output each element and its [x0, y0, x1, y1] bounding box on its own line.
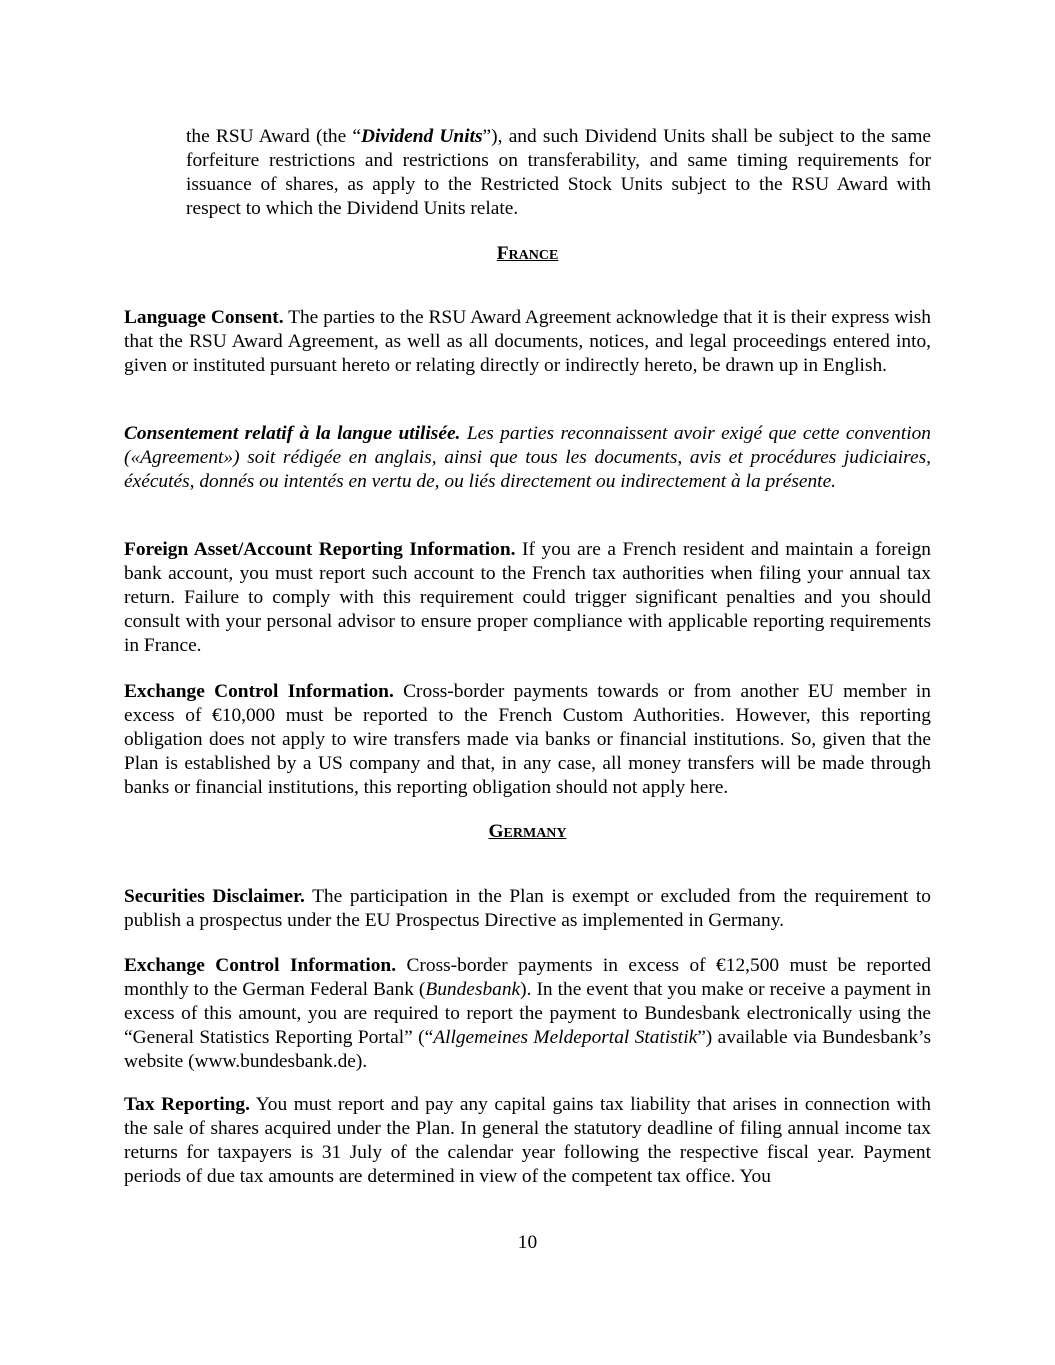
- france-exchange-control-title: Exchange Control Information.: [124, 681, 394, 702]
- consentement-paragraph: [124, 422, 931, 494]
- dividend-units-term: Dividend Units: [361, 126, 483, 147]
- securities-disclaimer-title: Securities Disclaimer.: [124, 886, 305, 907]
- language-consent-text: The parties to the RSU Award Agreement acknowledge that it is their express wish that the RSU Award Agreement, as well as all documents, notices, and legal proceedings entered into, given or instituted pursuant hereto or relating directly or indirectly hereto, be drawn up in English.: [124, 307, 931, 376]
- tax-reporting-paragraph: [124, 1093, 931, 1189]
- portal-term: Allgemeines Meldeportal Statistik: [433, 1027, 698, 1048]
- germany-exchange-control-text-3: ”) available via Bundesbank’s website (www.bundesbank.de).: [124, 1027, 931, 1072]
- intro-text-1: the RSU Award (the “: [186, 126, 362, 147]
- germany-heading: Germany: [488, 821, 567, 842]
- germany-exchange-control-text-1: Cross-border payments in excess of €12,500 must be reported monthly to the German Federal Bank (: [124, 955, 931, 1000]
- france-exchange-control-text: Cross-border payments towards or from another EU member in excess of €10,000 must be reported to the French Custom Authorities. However, this reporting obligation does not apply to wire transfers made via banks or financial institutions. So, given that the Plan is established by a US company and that, in any case, all money transfers will be made through banks or financial institutions, this reporting obligation should not apply here.: [124, 681, 931, 798]
- germany-exchange-control-paragraph: [124, 954, 931, 1074]
- consentement-title: Consentement relatif à la langue utilisée.: [124, 423, 461, 444]
- foreign-asset-text: If you are a French resident and maintain a foreign bank account, you must report such account to the French tax authorities when filing your annual tax return. Failure to comply with this requirement could trigger significant penalties and you should consult with your personal advisor to ensure proper compliance with applicable reporting requirements in France.: [124, 539, 931, 656]
- foreign-asset-title: Foreign Asset/Account Reporting Information.: [124, 539, 516, 560]
- dividend-units-paragraph: [186, 125, 931, 221]
- consentement-text: Les parties reconnaissent avoir exigé que cette convention («Agreement») soit rédigée en anglais, ainsi que tous les documents, avis et procédures judiciaires, éxécutés, donnés ou intentés en vertu de, ou liés directement ou indirectement à la présente.: [124, 423, 931, 492]
- tax-reporting-title: Tax Reporting.: [124, 1094, 250, 1115]
- intro-text-2: ”), and such Dividend Units shall be subject to the same forfeiture restrictions and restrictions on transferability, and same timing requirements for issuance of shares, as apply to the Restricted Stock Units subject to the RSU Award with respect to which the Dividend Units relate.: [186, 126, 932, 219]
- france-heading: France: [496, 243, 559, 264]
- germany-exchange-control-text-2: ). In the event that you make or receive a payment in excess of this amount, you are required to report the payment to Bundesbank electronically using the “General Statistics Reporting Portal” (“: [124, 979, 931, 1048]
- page-number: 10: [517, 1232, 538, 1253]
- language-consent-paragraph: [124, 306, 931, 378]
- germany-exchange-control-title: Exchange Control Information.: [124, 955, 397, 976]
- bundesbank-term: Bundesbank: [425, 979, 521, 1000]
- securities-disclaimer-text: The participation in the Plan is exempt or excluded from the requirement to publish a prospectus under the EU Prospectus Directive as implemented in Germany.: [124, 886, 931, 931]
- securities-disclaimer-paragraph: [124, 885, 931, 933]
- language-consent-title: Language Consent.: [124, 307, 284, 328]
- france-exchange-control-paragraph: [124, 680, 931, 800]
- foreign-asset-paragraph: [124, 538, 931, 658]
- tax-reporting-text: You must report and pay any capital gains tax liability that arises in connection with the sale of shares acquired under the Plan. In general the statutory deadline of filing annual income tax returns for taxpayers is 31 July of the calendar year following the respective fiscal year. Payment periods of due tax amounts are determined in view of the competent tax office. You: [124, 1094, 931, 1187]
